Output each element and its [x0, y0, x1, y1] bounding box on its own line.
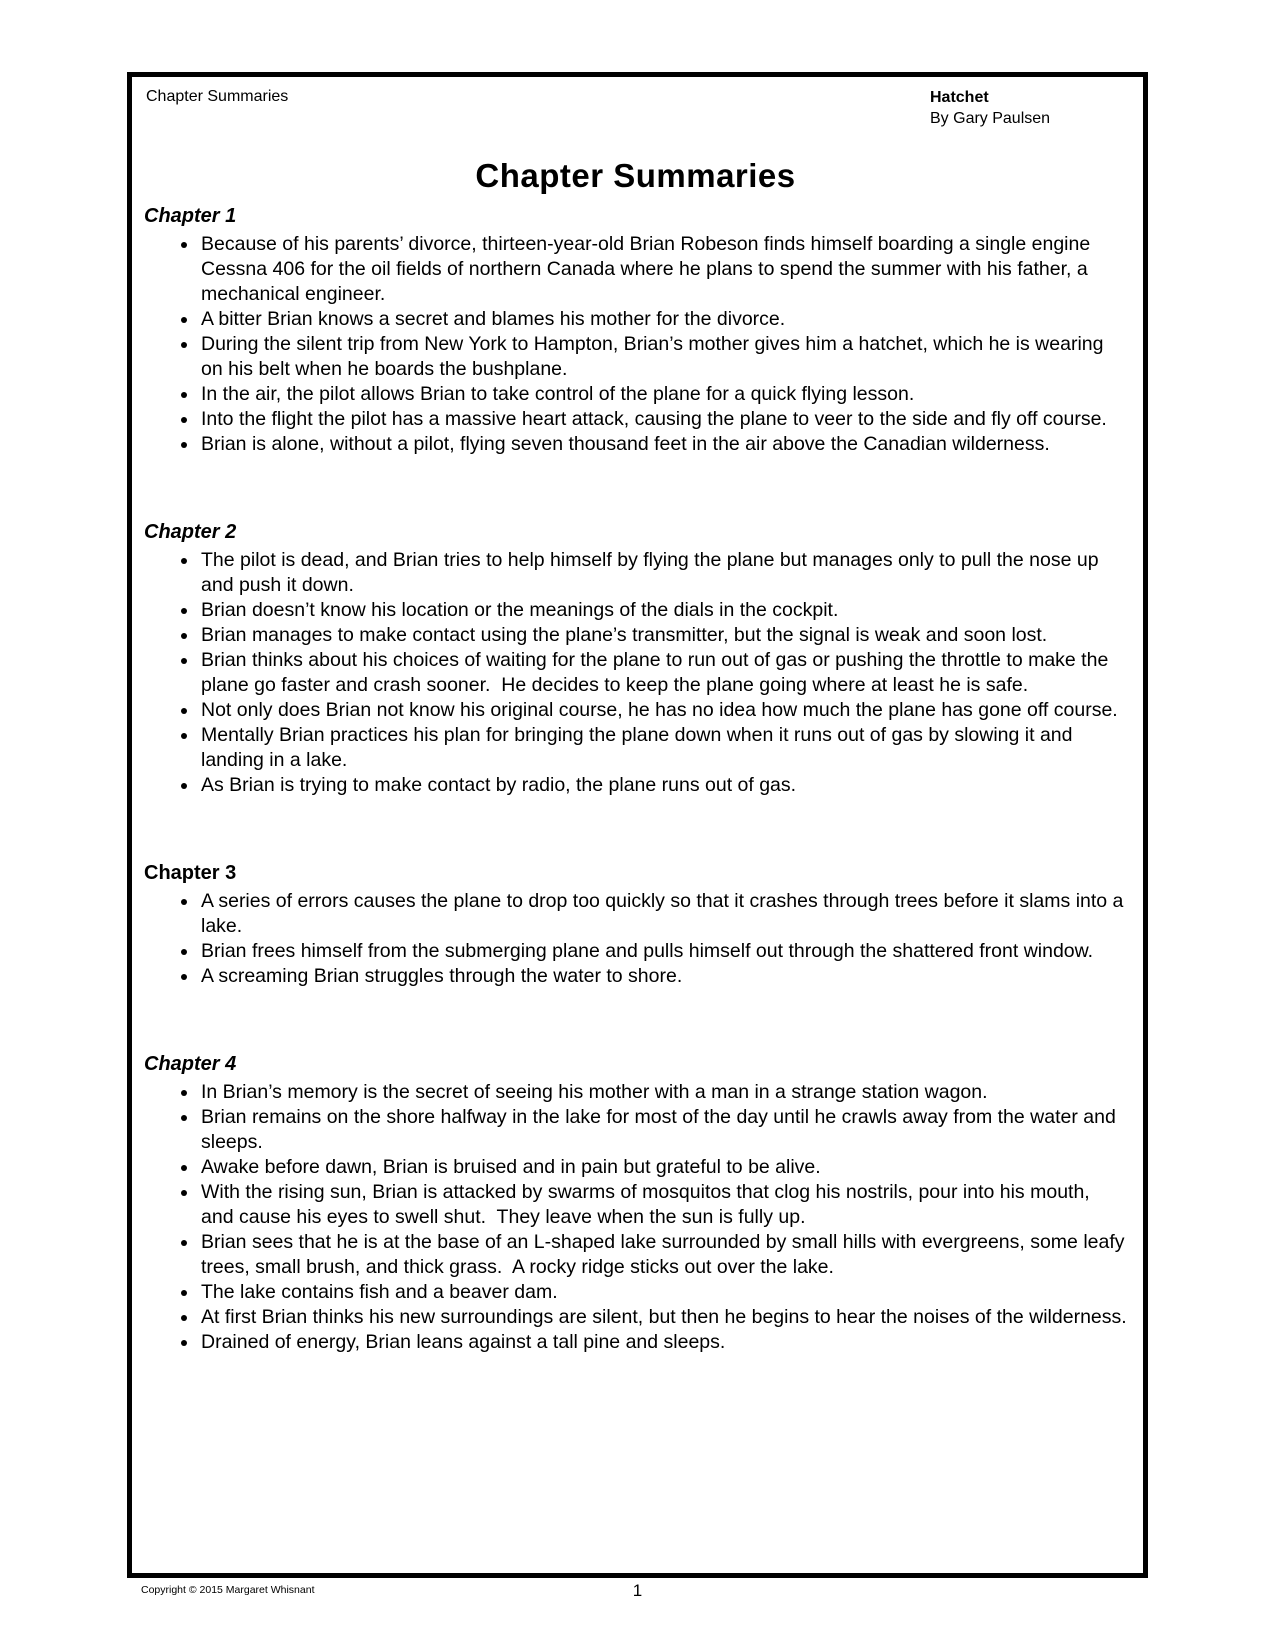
chapter-bullet-list: [144, 1080, 1130, 1355]
chapter-heading: Chapter 4: [144, 1053, 237, 1075]
summary-bullet: • A screaming Brian struggles through the water to shore.: [199, 964, 1127, 989]
summary-bullet: • At first Brian thinks his new surroundings are silent, but then he begins to hear the noises of the wilderness.: [199, 1305, 1127, 1330]
summary-bullet: • The pilot is dead, and Brian tries to help himself by flying the plane but manages only to pull the nose up and push it down.: [199, 548, 1127, 598]
chapters: [144, 203, 1130, 1355]
page-border-box: [127, 72, 1148, 1578]
footer-page-number: 1: [632, 1581, 643, 1600]
page-header: [144, 85, 1127, 133]
summary-bullet: • Into the flight the pilot has a massive heart attack, causing the plane to veer to the side and fly off course.: [199, 407, 1127, 432]
summary-bullet: • Awake before dawn, Brian is bruised and in pain but grateful to be alive.: [199, 1155, 1127, 1180]
summary-bullet: • With the rising sun, Brian is attacked by swarms of mosquitos that clog his nostrils, pour into his mouth, and cause his eyes to swell shut. They leave when the sun is fully up.: [199, 1180, 1127, 1230]
summary-bullet: • Brian manages to make contact using the plane’s transmitter, but the signal is weak and soon lost.: [199, 623, 1127, 648]
summary-bullet: • A series of errors causes the plane to drop too quickly so that it crashes through trees before it slams into a lake.: [199, 889, 1127, 939]
chapter-section: [144, 860, 1127, 989]
chapter-bullet-list: [144, 232, 1127, 457]
summary-bullet: • In the air, the pilot allows Brian to take control of the plane for a quick flying lesson.: [199, 382, 1127, 407]
chapter-section: [144, 1051, 1130, 1355]
summary-bullet: • Brian thinks about his choices of waiting for the plane to run out of gas or pushing the throttle to make the plane go faster and crash sooner. He decides to keep the plane going where at least he is safe.: [199, 648, 1127, 698]
chapter-heading: Chapter 2: [144, 521, 237, 543]
header-book-info: [930, 87, 1050, 129]
summary-bullet: • In Brian’s memory is the secret of seeing his mother with a man in a strange station wagon.: [199, 1080, 1127, 1105]
summary-bullet: • Brian sees that he is at the base of an L-shaped lake surrounded by small hills with evergreens, some leafy trees, small brush, and thick grass. A rocky ridge sticks out over the lake.: [199, 1230, 1127, 1280]
page-title: Chapter Summaries: [475, 157, 796, 194]
summary-bullet: • Drained of energy, Brian leans against a tall pine and sleeps.: [199, 1330, 1127, 1355]
summary-bullet: • Brian doesn’t know his location or the meanings of the dials in the cockpit.: [199, 598, 1127, 623]
header-book-title: Hatchet: [930, 89, 989, 106]
chapter-bullet-list: [144, 889, 1127, 989]
chapter-heading: Chapter 1: [144, 205, 237, 227]
header-book-author: By Gary Paulsen: [930, 110, 1051, 127]
header-document-title: Chapter Summaries: [146, 88, 289, 105]
summary-bullet: • Mentally Brian practices his plan for bringing the plane down when it runs out of gas by slowing it and landing in a lake.: [199, 723, 1127, 773]
chapter-section: [144, 519, 1127, 798]
chapter-heading: Chapter 3: [144, 862, 237, 884]
summary-bullet: • The lake contains fish and a beaver dam.: [199, 1280, 1127, 1305]
chapter-section: [144, 203, 1127, 457]
chapter-bullet-list: [144, 548, 1127, 798]
summary-bullet: • Brian is alone, without a pilot, flying seven thousand feet in the air above the Canadian wilderness.: [199, 432, 1127, 457]
summary-bullet: • A bitter Brian knows a secret and blames his mother for the divorce.: [199, 307, 1127, 332]
footer-copyright: Copyright © 2015 Margaret Whisnant: [141, 1584, 315, 1596]
summary-bullet: • Brian frees himself from the submerging plane and pulls himself out through the shattered front window.: [199, 939, 1127, 964]
summary-bullet: • During the silent trip from New York to Hampton, Brian’s mother gives him a hatchet, which he is wearing on his belt when he boards the bushplane.: [199, 332, 1127, 382]
summary-bullet: • Not only does Brian not know his original course, he has no idea how much the plane has gone off course.: [199, 698, 1127, 723]
summary-bullet: • As Brian is trying to make contact by radio, the plane runs out of gas.: [199, 773, 1127, 798]
summary-bullet: • Because of his parents’ divorce, thirteen-year-old Brian Robeson finds himself boarding a single engine Cessna 406 for the oil fields of northern Canada where he plans to spend the summer with his father, a mechanical engineer.: [199, 232, 1127, 307]
summary-bullet: • Brian remains on the shore halfway in the lake for most of the day until he crawls away from the water and sleeps.: [199, 1105, 1127, 1155]
